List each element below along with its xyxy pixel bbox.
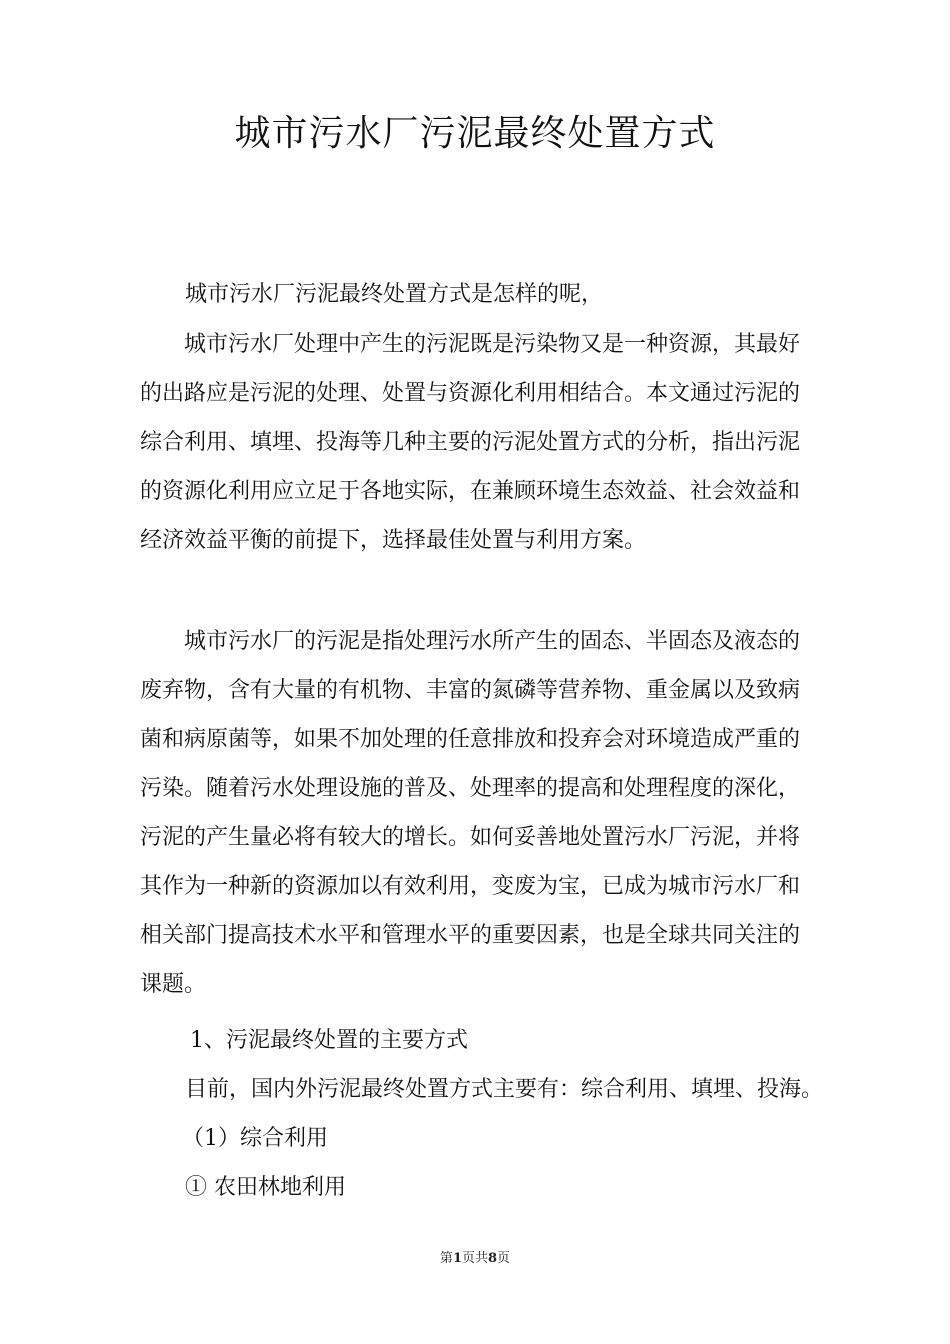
- paragraph-overview: 目前，国内外污泥最终处置方式主要有：综合利用、填埋、投海。: [185, 1077, 824, 1102]
- subheading-comprehensive-use: （1）综合利用: [182, 1126, 328, 1151]
- footer-prefix: 第: [439, 1251, 453, 1266]
- section-heading: 1、污泥最终处置的主要方式: [190, 1028, 468, 1053]
- paragraph-abstract: 城市污水厂处理中产生的污泥既是污染物又是一种资源，其最好的出路应是污泥的处理、处置与资源化利用相结合。本文通过污泥的综合利用、填埋、投海等几种主要的污泥处置方式的分析，指出污泥的资源化利用应立足于各地实际，在兼顾环境生态效益、社会效益和经济效益平衡的前提下，选择最佳处置与利用方案。: [140, 332, 801, 553]
- paragraph-introduction: 城市污水厂的污泥是指处理污水所产生的固态、半固态及液态的废弃物，含有大量的有机物、丰富的氮磷等营养物、重金属以及致病菌和病原菌等，如果不加处理的任意排放和投弃会对环境造成严重的污染。随着污水处理设施的普及、处理率的提高和处理程度的深化，污泥的产生量必将有较大的增长。如何妥善地处置污水厂污泥，并将其作为一种新的资源加以有效利用，变废为宝，已成为城市污水厂和相关部门提高技术水平和管理水平的重要因素，也是全球共同关注的课题。: [140, 629, 801, 997]
- footer-middle: 页共: [461, 1251, 488, 1266]
- footer-total-pages: 8: [488, 1251, 498, 1266]
- footer-page-number: 1: [452, 1251, 462, 1266]
- document-title: 城市污水厂污泥最终处置方式: [234, 113, 716, 154]
- page-footer: [0, 1250, 950, 1268]
- subheading-farmland-use: ① 农田林地利用: [185, 1175, 346, 1200]
- intro-question: 城市污水厂污泥最终处置方式是怎样的呢，: [185, 282, 604, 307]
- footer-suffix: 页: [497, 1251, 511, 1266]
